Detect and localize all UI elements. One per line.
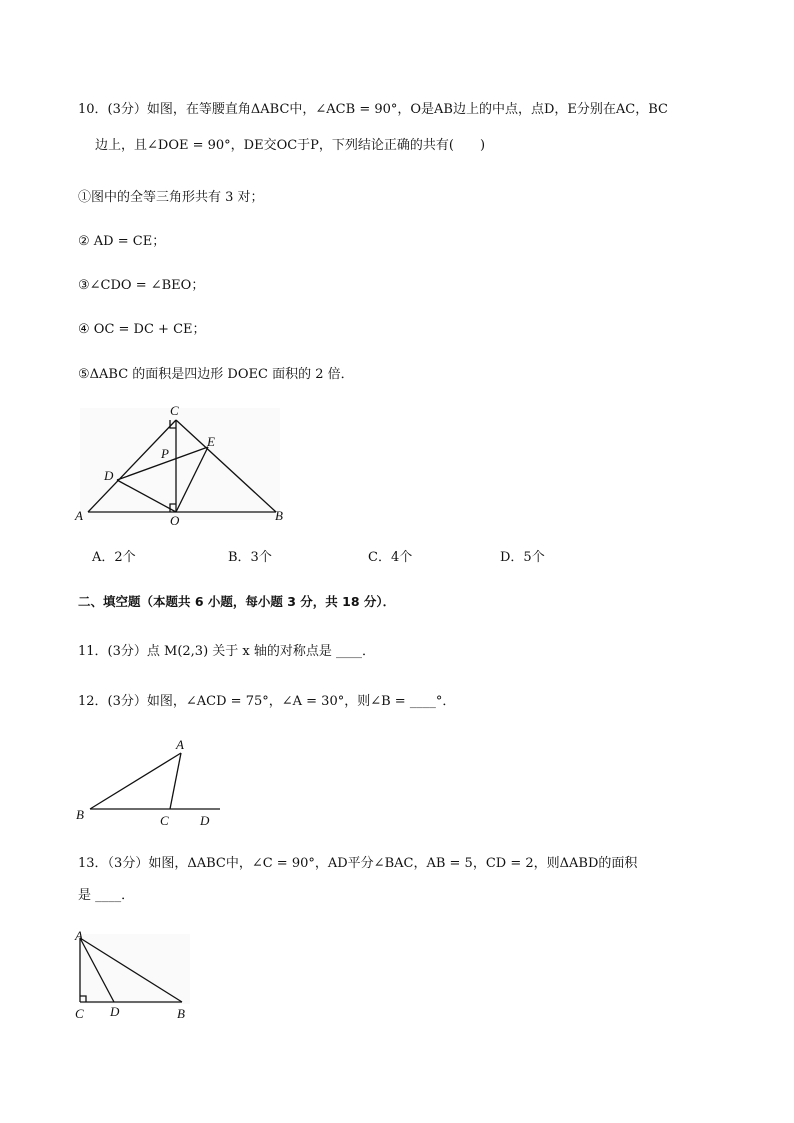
q12-label-C: C (160, 813, 169, 828)
q12-stem: 12．(3分）如图，∠ACD = 75°，∠A = 30°，则∠B = ____°． (78, 694, 456, 709)
q10-statement-2: ② AD = CE； (78, 234, 166, 249)
q10-choice-d: D．5个 (500, 550, 545, 565)
q10-statement-5: ⑤ΔABC 的面积是四边形 DOEC 面积的 2 倍． (78, 367, 354, 382)
q12-label-A: A (176, 737, 184, 752)
q10-label-E: E (207, 434, 215, 449)
q13-label-C: C (75, 1006, 84, 1021)
q13-figure (70, 928, 200, 1023)
q12-label-B: B (76, 807, 84, 822)
q10-label-A: A (75, 508, 83, 523)
q10-statement-4: ④ OC = DC + CE； (78, 322, 206, 337)
q10-label-O: O (170, 513, 180, 528)
q13-label-B: B (177, 1006, 185, 1021)
q10-label-C: C (170, 403, 179, 418)
q10-stem-line2: 边上，且∠DOE = 90°，DE交OC于P，下列结论正确的共有( ) (95, 138, 486, 153)
q10-label-B: B (275, 508, 283, 523)
q10-stem-line1: 10．(3分）如图，在等腰直角ΔABC中，∠ACB = 90°，O是AB边上的中点，点D，E分别在AC，BC (78, 102, 668, 117)
q13-label-A: A (75, 928, 83, 943)
section-heading-fill-in: 二、填空题（本题共 6 小题，每小题 3 分，共 18 分）． (78, 594, 396, 609)
q11-stem: 11．(3分）点 M(2,3) 关于 x 轴的对称点是 ____． (78, 644, 376, 659)
q12-figure (70, 733, 230, 833)
q10-label-D: D (104, 468, 114, 483)
q10-statement-3: ③∠CDO = ∠BEO； (78, 278, 205, 293)
q10-choice-b: B．3个 (228, 550, 272, 565)
q12-label-D: D (200, 813, 210, 828)
q13-stem-line1: 13．（3分）如图，ΔABC中，∠C = 90°，AD平分∠BAC，AB = 5，CD = 2，则ΔABD的面积 (78, 856, 638, 871)
q10-figure (70, 400, 290, 530)
q10-statement-1: ①图中的全等三角形共有 3 对； (78, 190, 264, 205)
q10-label-P: P (161, 446, 169, 461)
q13-stem-line2: 是 ____． (78, 888, 135, 903)
q10-choice-a: A．2个 (92, 550, 136, 565)
q13-label-D: D (110, 1004, 120, 1019)
q10-choice-c: C．4个 (368, 550, 413, 565)
